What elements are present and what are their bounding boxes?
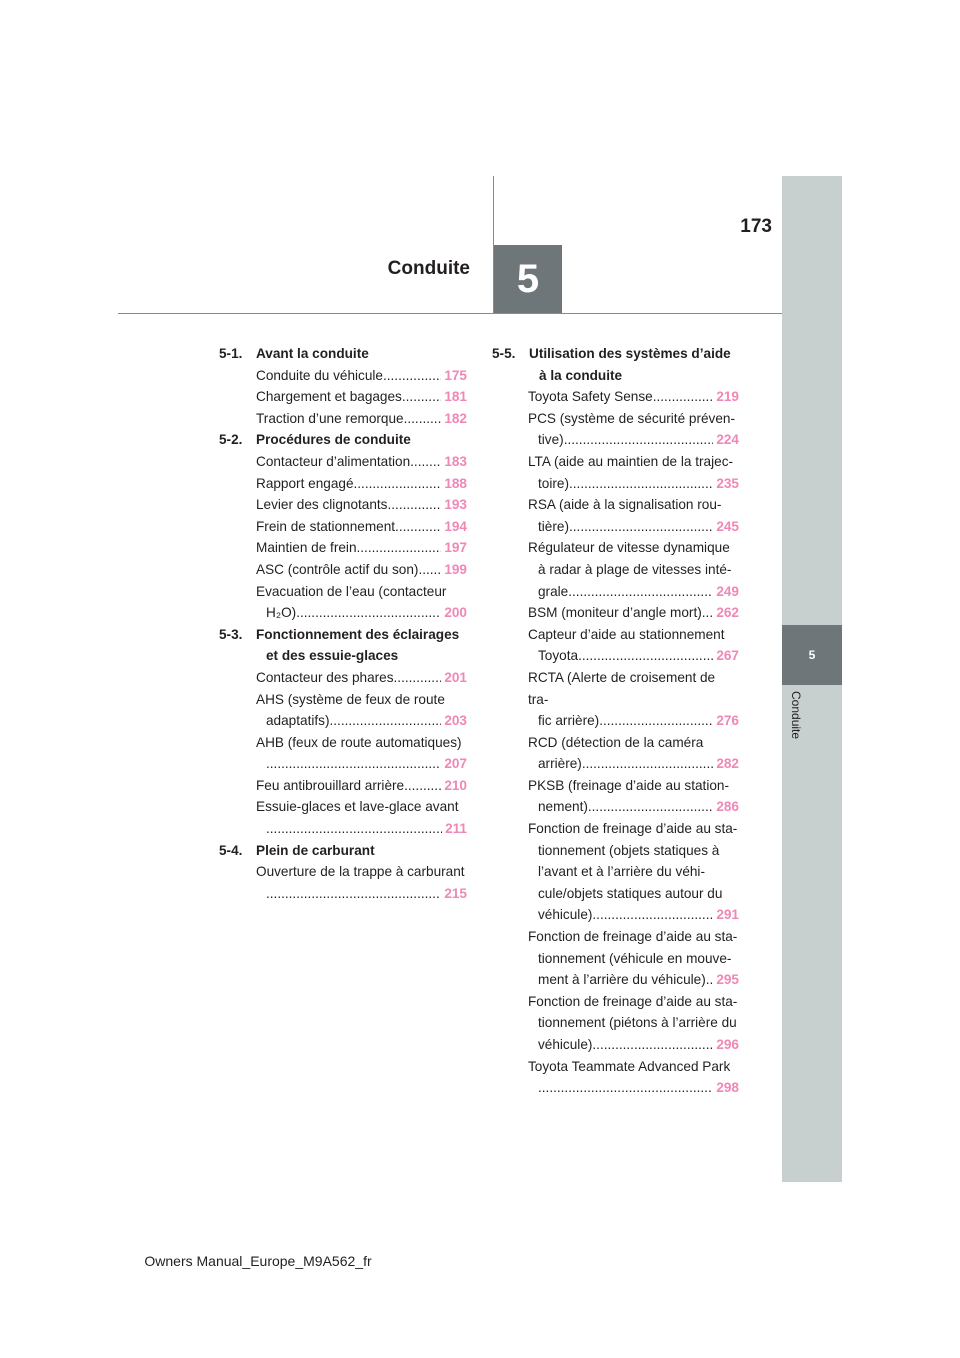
toc-section-heading xyxy=(492,343,739,386)
toc-entry[interactable] xyxy=(528,624,739,667)
toc-section-heading xyxy=(219,429,467,451)
toc-entry[interactable] xyxy=(256,667,467,689)
section-title: Plein de carburant xyxy=(256,842,375,858)
toc-page-link[interactable]: 267 xyxy=(716,648,739,664)
toc-entry[interactable] xyxy=(256,861,467,904)
toc-entry-text: à radar à plage de vitesses inté- xyxy=(538,561,732,577)
toc-entry-text: Fonction de freinage d’aide au sta- xyxy=(528,993,738,1009)
dot-leader xyxy=(568,581,713,603)
toc-entry[interactable] xyxy=(528,775,739,818)
toc-entry-text: Frein de stationnement xyxy=(256,518,396,534)
toc-column-right xyxy=(492,343,739,1099)
toc-entry[interactable] xyxy=(528,1056,739,1099)
dot-leader xyxy=(354,473,442,495)
toc-page-link[interactable]: 291 xyxy=(716,907,739,923)
toc-page-link[interactable]: 211 xyxy=(445,821,467,837)
toc-entry-text: Essuie-glaces et lave-glace avant xyxy=(256,799,459,815)
toc-page-link[interactable]: 215 xyxy=(444,885,467,901)
toc-entry-text: adaptatifs) xyxy=(266,713,330,729)
toc-section-heading xyxy=(219,840,467,862)
toc-entry[interactable] xyxy=(528,818,739,926)
toc-page-link[interactable]: 286 xyxy=(716,799,739,815)
toc-entry[interactable] xyxy=(256,689,467,732)
toc-entry-text: Maintien de frein xyxy=(256,540,357,556)
toc-entry[interactable] xyxy=(256,537,467,559)
footer-doc-id: Owners Manual_Europe_M9A562_fr xyxy=(144,1253,372,1269)
toc-entry-text: Chargement et bagages xyxy=(256,389,402,405)
toc-entry[interactable] xyxy=(528,667,739,732)
toc-entry-text: Levier des clignotants xyxy=(256,497,388,513)
toc-entry-text: ASC (contrôle actif du son) xyxy=(256,561,419,577)
toc-entry-text: véhicule) xyxy=(538,907,593,923)
toc-entry-text: Fonction de freinage d’aide au sta- xyxy=(528,821,738,837)
toc-entry-text: grale xyxy=(538,583,569,599)
toc-entry[interactable] xyxy=(256,581,467,624)
toc-entry-text: arrière) xyxy=(538,756,582,772)
dot-leader xyxy=(296,602,441,624)
toc-page-link[interactable]: 175 xyxy=(444,367,467,383)
section-title: Fonctionnement des éclairages xyxy=(256,626,460,642)
dot-leader xyxy=(329,710,441,732)
toc-entry-text: fic arrière) xyxy=(538,713,600,729)
toc-entry[interactable] xyxy=(256,408,467,430)
toc-entry-text: toire) xyxy=(538,475,569,491)
toc-entry[interactable] xyxy=(528,926,739,991)
toc-section-heading xyxy=(219,624,467,667)
toc-page-link[interactable]: 193 xyxy=(444,497,467,513)
section-title-line2: à la conduite xyxy=(539,367,623,383)
toc-page-link[interactable]: 262 xyxy=(716,605,739,621)
dot-leader xyxy=(569,516,713,538)
page-number: 173 xyxy=(740,216,772,237)
dot-leader xyxy=(582,753,714,775)
dot-leader xyxy=(395,516,441,538)
toc-entry-text: tive) xyxy=(538,432,564,448)
toc-entry[interactable] xyxy=(256,386,467,408)
toc-entry[interactable] xyxy=(528,537,739,602)
toc-entry-text: Contacteur des phares xyxy=(256,669,394,685)
dot-leader xyxy=(383,365,441,387)
dot-leader xyxy=(653,386,714,408)
toc-entry[interactable] xyxy=(528,991,739,1056)
toc-entry-text: Capteur d’aide au stationnement xyxy=(528,626,725,642)
toc-entry-text: AHS (système de feux de route xyxy=(256,691,445,707)
toc-page-link[interactable]: 182 xyxy=(444,410,467,426)
toc-page-link[interactable]: 235 xyxy=(716,475,739,491)
toc-page-link[interactable]: 181 xyxy=(444,389,467,405)
toc-entry-text: RSA (aide à la signalisation rou- xyxy=(528,497,722,513)
toc-page-link[interactable]: 210 xyxy=(444,777,467,793)
toc-page-link[interactable]: 197 xyxy=(444,540,467,556)
toc-entry[interactable] xyxy=(256,473,467,495)
toc-entry-text: l’avant et à l’arrière du véhi- xyxy=(538,864,705,880)
toc-page-link[interactable]: 224 xyxy=(716,432,739,448)
dot-leader xyxy=(404,775,441,797)
toc-page-link[interactable]: 183 xyxy=(444,453,467,469)
toc-page-link[interactable]: 296 xyxy=(716,1037,739,1052)
toc-entry[interactable] xyxy=(528,451,739,494)
dot-leader xyxy=(404,408,442,430)
toc-page-link[interactable]: 200 xyxy=(444,605,467,621)
toc-entry[interactable] xyxy=(256,451,467,473)
dot-leader xyxy=(578,645,713,667)
toc-entry-text: Régulateur de vitesse dynamique xyxy=(528,540,730,556)
toc-entry-text: RCTA (Alerte de croisement de tra- xyxy=(528,669,716,707)
toc-section-heading xyxy=(219,343,467,365)
side-chapter-label: Conduite xyxy=(789,691,803,740)
toc-entry-text: Toyota Safety Sense xyxy=(528,389,653,405)
toc-entry[interactable] xyxy=(256,516,467,538)
header-horizontal-rule xyxy=(118,313,782,314)
dot-leader xyxy=(564,429,714,451)
toc-entry-text: Fonction de freinage d’aide au sta- xyxy=(528,929,738,945)
toc-entry-text: Ouverture de la trappe à carburant xyxy=(256,864,465,880)
chapter-number-box: 5 xyxy=(494,245,562,313)
toc-page-link[interactable]: 207 xyxy=(444,756,467,772)
dot-leader xyxy=(266,753,441,775)
section-title: Utilisation des systèmes d’aide xyxy=(529,346,731,361)
toc-entry[interactable] xyxy=(528,732,739,775)
dot-leader xyxy=(357,537,442,559)
dot-leader xyxy=(387,494,441,516)
toc-entry-text: Traction d’une remorque xyxy=(256,410,404,426)
dot-leader xyxy=(418,559,441,581)
toc-entry-text: Toyota xyxy=(538,648,579,664)
dot-leader xyxy=(588,796,713,818)
toc-page-link[interactable]: 276 xyxy=(716,713,739,729)
toc-entry-text: Evacuation de l’eau (contacteur xyxy=(256,583,447,599)
toc-entry-text: Contacteur d’alimentation xyxy=(256,453,411,469)
toc-entry[interactable] xyxy=(528,386,739,408)
toc-entry-text: RCD (détection de la caméra xyxy=(528,734,704,750)
section-number: 5-1. xyxy=(219,346,243,361)
toc-entry-text: BSM (moniteur d’angle mort) xyxy=(528,605,702,621)
toc-entry-text: LTA (aide au maintien de la trajec- xyxy=(528,453,734,469)
section-number: 5-3. xyxy=(219,626,243,642)
section-number: 5-5. xyxy=(492,346,516,361)
toc-entry[interactable] xyxy=(256,559,467,581)
dot-leader xyxy=(402,386,441,408)
toc-entry[interactable] xyxy=(256,365,467,387)
toc-page-link[interactable]: 295 xyxy=(716,972,739,988)
toc-entry[interactable] xyxy=(256,796,467,839)
dot-leader xyxy=(702,602,714,624)
chapter-title: Conduite xyxy=(387,258,470,279)
dot-leader xyxy=(706,969,714,991)
section-title-line2: et des essuie-glaces xyxy=(266,648,399,664)
toc-entry-text: Toyota Teammate Advanced Park xyxy=(528,1058,731,1074)
toc-entry-text: nement) xyxy=(538,799,588,815)
dot-leader xyxy=(592,904,713,926)
dot-leader xyxy=(266,883,441,905)
dot-leader xyxy=(599,710,713,732)
section-number: 5-4. xyxy=(219,842,243,858)
toc-page-link[interactable]: 201 xyxy=(444,669,467,685)
toc-page-link[interactable]: 249 xyxy=(716,583,739,599)
toc-entry[interactable] xyxy=(256,732,467,775)
toc-page-link[interactable]: 298 xyxy=(716,1080,739,1096)
toc-entry[interactable] xyxy=(528,408,739,451)
toc-page-link[interactable]: 282 xyxy=(716,756,739,772)
toc-entry-text: AHB (feux de route automatiques) xyxy=(256,734,462,750)
toc-entry-text: Rapport engagé xyxy=(256,475,354,491)
section-title: Avant la conduite xyxy=(256,346,369,361)
toc-entry[interactable] xyxy=(528,494,739,537)
toc-entry-text: Conduite du véhicule xyxy=(256,367,383,383)
toc-entry[interactable] xyxy=(528,602,739,624)
toc-entry-text: Feu antibrouillard arrière xyxy=(256,777,405,793)
toc-entry-text: tionnement (piétons à l’arrière du xyxy=(538,1015,737,1031)
side-chapter-tab[interactable]: 5 xyxy=(782,625,842,685)
section-title: Procédures de conduite xyxy=(256,432,411,448)
toc-entry-text: véhicule) xyxy=(538,1037,593,1052)
toc-page-link[interactable]: 203 xyxy=(444,713,467,729)
dot-leader xyxy=(569,473,713,495)
toc-entry-text: ment à l’arrière du véhicule) xyxy=(538,972,706,988)
section-number: 5-2. xyxy=(219,432,243,448)
toc-page-link[interactable]: 194 xyxy=(444,518,467,534)
dot-leader xyxy=(394,667,442,689)
toc-column-left xyxy=(219,343,467,904)
toc-page-link[interactable]: 219 xyxy=(716,389,739,405)
toc-entry-text: PCS (système de sécurité préven- xyxy=(528,410,736,426)
toc-entry-text: cule/objets statiques autour du xyxy=(538,885,723,901)
toc-page-link[interactable]: 245 xyxy=(716,518,739,534)
dot-leader xyxy=(410,451,441,473)
toc-entry[interactable] xyxy=(256,494,467,516)
dot-leader xyxy=(266,818,442,840)
dot-leader xyxy=(592,1034,713,1056)
toc-entry-text: tière) xyxy=(538,518,569,534)
toc-entry-text: tionnement (objets statiques à xyxy=(538,842,720,858)
toc-entry[interactable] xyxy=(256,775,467,797)
toc-page-link[interactable]: 199 xyxy=(444,561,467,577)
toc-page-link[interactable]: 188 xyxy=(444,475,467,491)
toc-entry-text: PKSB (freinage d’aide au station- xyxy=(528,777,730,793)
dot-leader xyxy=(538,1077,713,1099)
toc-entry-text: tionnement (véhicule en mouve- xyxy=(538,950,732,966)
toc-entry-text: H₂O) xyxy=(266,605,297,621)
